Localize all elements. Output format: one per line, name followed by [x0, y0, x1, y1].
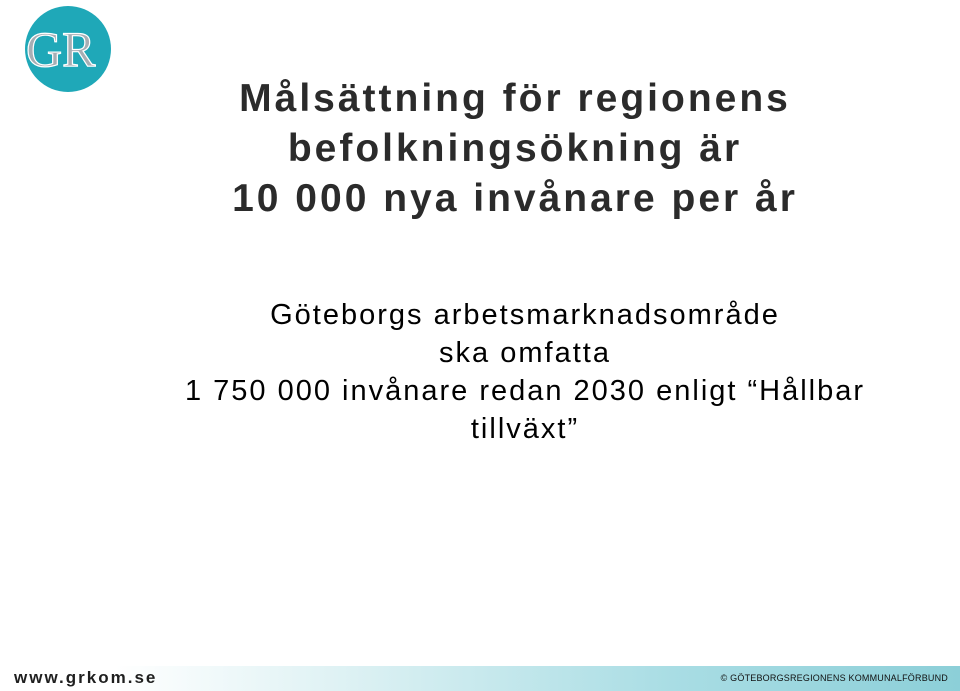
footer-bar: [0, 666, 960, 691]
logo-text: GR: [26, 21, 96, 77]
body-line: tillväxt”: [470, 413, 580, 445]
footer-copyright: © GÖTEBORGSREGIONENS KOMMUNALFÖRBUND: [720, 673, 948, 683]
body-line: Göteborgs arbetsmarknadsområde: [270, 299, 780, 331]
title-line: 10 000 nya invånare per år: [232, 177, 798, 220]
slide-title: [100, 74, 930, 224]
slide-body: [100, 296, 950, 448]
body-line: ska omfatta: [439, 337, 611, 369]
footer-url: www.grkom.se: [14, 668, 158, 687]
title-line: Målsättning för regionens: [239, 77, 791, 120]
body-line: 1 750 000 invånare redan 2030 enligt “Hållbar: [184, 375, 866, 407]
title-line: befolkningsökning är: [287, 127, 743, 170]
